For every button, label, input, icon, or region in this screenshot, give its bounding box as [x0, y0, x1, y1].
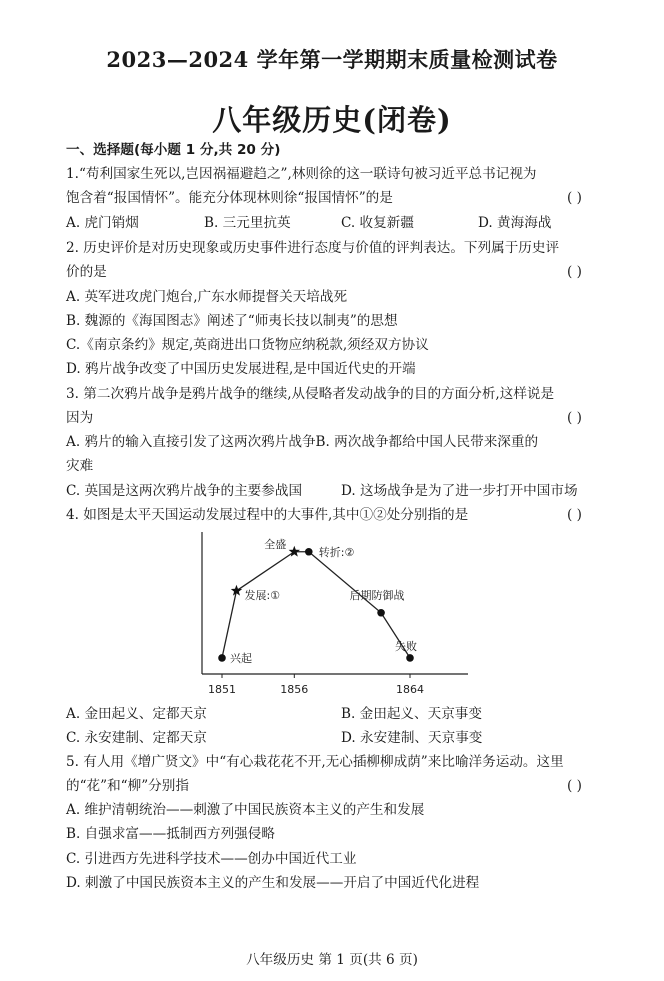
q2-option-c: C.《南京条约》规定,英商进出口货物应纳税款,须经双方协议	[66, 337, 429, 353]
q1-option-c: C. 收复新疆	[341, 215, 414, 231]
q3-answer-blank: ( )	[567, 410, 582, 426]
chart-point-label: 发展:①	[244, 588, 281, 602]
q2-option-b: B. 魏源的《海国图志》阐述了“师夷长技以制夷”的思想	[66, 313, 398, 329]
q4-option-a: A. 金田起义、定都天京	[66, 706, 207, 722]
chart-point-label: 兴起	[230, 651, 252, 665]
chart-tick-label: 1864	[396, 683, 424, 696]
chart-point-label: 全盛	[264, 537, 287, 551]
q2-option-a: A. 英军进攻虎门炮台,广东水师提督关天培战死	[66, 289, 348, 305]
q5-option-c: C. 引进西方先进科学技术——创办中国近代工业	[66, 851, 357, 867]
q2-stem-line1: 2. 历史评价是对历史现象或历史事件进行态度与价值的评判表达。下列属于历史评	[66, 240, 560, 256]
q1-stem-line1: 1.“苟利国家生死以,岂因祸福避趋之”,林则徐的这一联诗句被习近平总书记视为	[66, 166, 537, 182]
q3-option-ab-line2: 灾难	[66, 458, 94, 474]
chart-tick-label: 1856	[280, 683, 309, 696]
exam-subtitle: 八年级历史(闭卷)	[212, 103, 452, 137]
q3-option-c: C. 英国是这两次鸦片战争的主要参战国	[66, 483, 303, 499]
q2-stem-line2: 价的是	[66, 264, 107, 280]
q2-option-d: D. 鸦片战争改变了中国历史发展进程,是中国近代史的开端	[66, 361, 416, 377]
chart-point-label: 后期防御战	[349, 588, 405, 602]
q1-answer-blank: ( )	[567, 190, 582, 206]
q1-stem-line2: 饱含着“报国情怀”。能充分体现林则徐“报国情怀”的是	[66, 190, 393, 206]
q4-answer-blank: ( )	[567, 507, 582, 523]
q1-option-b: B. 三元里抗英	[204, 215, 291, 231]
q3-stem-line2: 因为	[66, 410, 94, 426]
q1-option-a: A. 虎门销烟	[66, 215, 139, 231]
q5-stem-line1: 5. 有人用《增广贤文》中“有心栽花花不开,无心插柳柳成荫”来比喻洋务运动。这里	[66, 754, 564, 770]
page-footer: 八年级历史 第 1 页(共 6 页)	[246, 952, 418, 968]
q3-stem-line1: 3. 第二次鸦片战争是鸦片战争的继续,从侵略者发动战争的目的方面分析,这样说是	[66, 386, 555, 402]
exam-title: 2023—2024 学年第一学期期末质量检测试卷	[106, 47, 558, 72]
q3-option-ab-line1: A. 鸦片的输入直接引发了这两次鸦片战争B. 两次战争都给中国人民带来深重的	[66, 434, 539, 450]
q3-option-d: D. 这场战争是为了进一步打开中国市场	[341, 483, 578, 499]
chart-series-line	[222, 552, 410, 658]
q5-stem-line2: 的“花”和“柳”分别指	[66, 778, 189, 794]
q1-option-d: D. 黄海海战	[478, 215, 552, 231]
section-heading: 一、选择题(每小题 1 分,共 20 分)	[66, 142, 281, 158]
chart-dot-point	[305, 548, 313, 556]
chart-dot-point	[406, 654, 414, 662]
chart-star-point	[231, 585, 242, 596]
q4-option-b: B. 金田起义、天京事变	[341, 706, 482, 722]
q2-answer-blank: ( )	[567, 264, 582, 280]
q5-answer-blank: ( )	[567, 778, 582, 794]
q4-option-c: C. 永安建制、定都天京	[66, 730, 207, 746]
taiping-chart	[180, 528, 470, 700]
chart-point-label: 失败	[395, 639, 417, 653]
q5-option-d: D. 刺激了中国民族资本主义的产生和发展——开启了中国近代化进程	[66, 875, 480, 891]
chart-point-label: 转折:②	[318, 545, 355, 559]
q4-option-d: D. 永安建制、天京事变	[341, 730, 483, 746]
q5-option-a: A. 维护清朝统治——刺激了中国民族资本主义的产生和发展	[66, 802, 425, 818]
chart-tick-label: 1851	[208, 683, 236, 696]
chart-dot-point	[218, 654, 226, 662]
q4-stem-line1: 4. 如图是太平天国运动发展过程中的大事件,其中①②处分别指的是	[66, 507, 469, 523]
q5-option-b: B. 自强求富——抵制西方列强侵略	[66, 826, 275, 842]
chart-dot-point	[377, 609, 385, 617]
